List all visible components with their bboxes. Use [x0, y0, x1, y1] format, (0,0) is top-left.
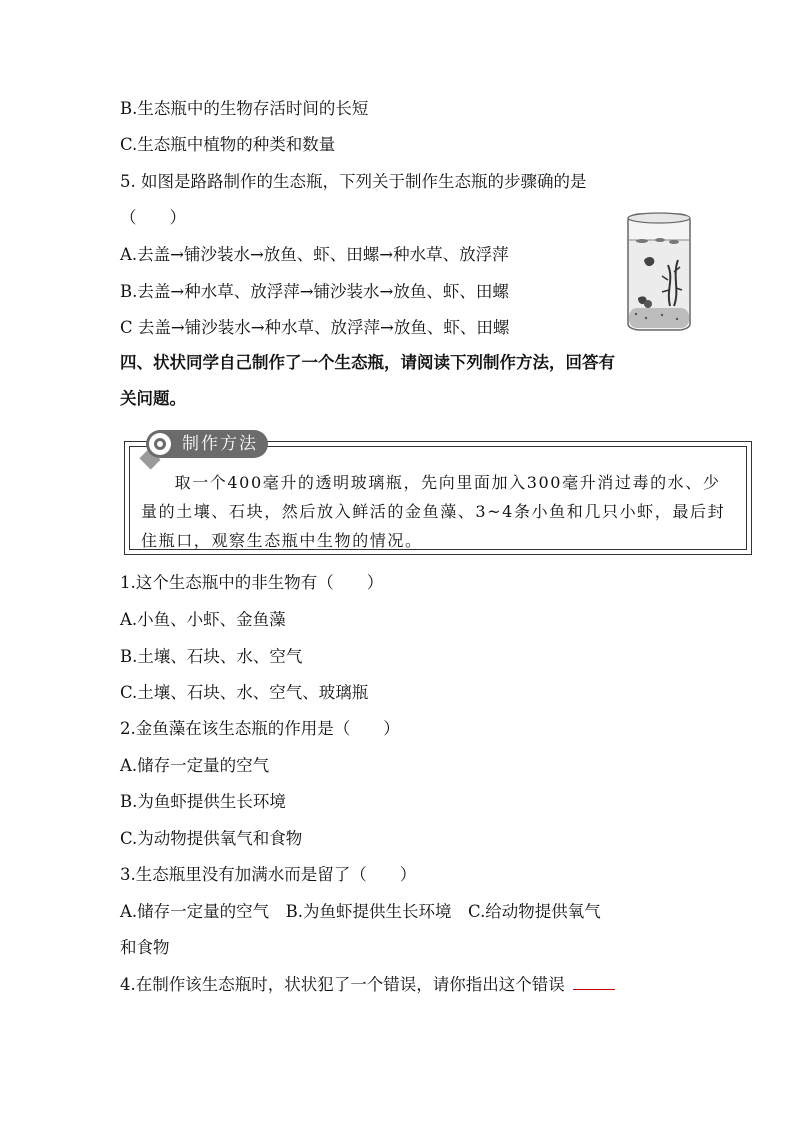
question-1: 1.这个生态瓶中的非生物有（ ） [120, 573, 384, 592]
options-3-continued: 和食物 [120, 938, 170, 957]
method-text: 取一个400毫升的透明玻璃瓶，先向里面加入300毫升消过毒的水、少量的土壤、石块，然后放入鲜活的金鱼藻、3~4条小鱼和几只小虾，最后封住瓶口，观察生态瓶中生物的情况。 [141, 473, 726, 550]
question-4-text: 4.在制作该生态瓶时，状状犯了一个错误，请你指出这个错误 [120, 975, 565, 994]
question-2: 2.金鱼藻在该生态瓶的作用是（ ） [120, 719, 400, 738]
lightbulb-icon [149, 433, 171, 455]
section-4-title-line1: 四、状状同学自己制作了一个生态瓶，请阅读下列制作方法，回答有 [120, 353, 615, 372]
method-badge [146, 430, 268, 458]
option-2b: B.为鱼虾提供生长环境 [120, 792, 286, 811]
question-5: 5. 如图是路路制作的生态瓶，下列关于制作生态瓶的步骤确的是 [120, 172, 587, 191]
ecological-bottle-illustration [622, 210, 696, 336]
option-5b: B.去盖→种水草、放浮萍→铺沙装水→放鱼、虾、田螺 [120, 282, 509, 301]
options-3: A.储存一定量的空气 B.为鱼虾提供生长环境 C.给动物提供氧气 [120, 902, 601, 921]
option-2a: A.储存一定量的空气 [120, 756, 270, 775]
option-1c: C.土壤、石块、水、空气、玻璃瓶 [120, 683, 369, 702]
option-2c: C.为动物提供氧气和食物 [120, 829, 303, 848]
line-c-plants: C.生态瓶中植物的种类和数量 [120, 135, 336, 154]
question-5-bracket: （ ） [120, 208, 186, 227]
option-5a: A.去盖→铺沙装水→放鱼、虾、田螺→种水草、放浮萍 [120, 245, 509, 264]
method-badge-label: 制作方法 [182, 434, 258, 454]
question-4 [120, 975, 615, 995]
question-3: 3.生态瓶里没有加满水而是留了（ ） [120, 865, 417, 884]
section-4-title-line2: 关问题。 [120, 389, 186, 408]
method-box [124, 441, 752, 555]
line-b-survival: B.生态瓶中的生物存活时间的长短 [120, 99, 369, 118]
option-1a: A.小鱼、小虾、金鱼藻 [120, 610, 286, 629]
option-1b: B.土壤、石块、水、空气 [120, 647, 303, 666]
option-5c: C 去盖→铺沙装水→种水草、放浮萍→放鱼、虾、田螺 [120, 318, 510, 337]
answer-blank[interactable] [573, 975, 615, 990]
